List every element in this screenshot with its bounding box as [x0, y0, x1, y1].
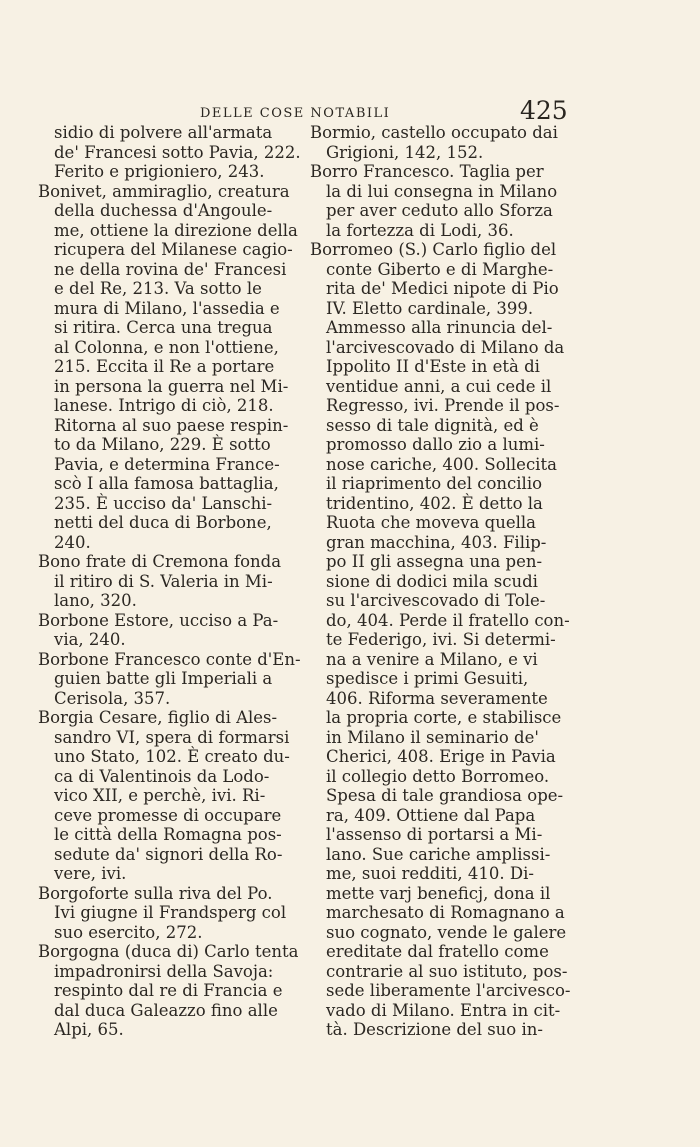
index-line: rita de' Medici nipote di Pio — [326, 279, 559, 298]
index-line: vico XII, e perchè, ivi. Ri- — [54, 786, 266, 805]
index-line: de' Francesi sotto Pavia, 222. — [54, 142, 301, 162]
index-line: Borgogna (duca di) Carlo tenta — [38, 942, 299, 961]
index-line: Ivi giugne il Frandsperg col — [54, 903, 287, 922]
index-line: 215. Eccita il Re a portare — [54, 357, 275, 376]
index-line: marchesato di Romagnano a — [326, 903, 565, 922]
index-line: ventidue anni, a cui cede il — [326, 376, 552, 396]
index-line: la fortezza di Lodi, 36. — [326, 220, 514, 240]
index-line: Ruota che moveva quella — [326, 513, 536, 532]
index-line: il riaprimento del concilio — [326, 474, 543, 493]
index-line: e del Re, 213. Va sotto le — [54, 279, 262, 298]
index-column-left — [38, 123, 300, 1040]
index-line: la propria corte, e stabilisce — [326, 708, 562, 727]
index-line: Bonivet, ammiraglio, creatura — [38, 181, 290, 201]
index-line: sandro VI, spera di formarsi — [54, 727, 290, 747]
index-line: mura di Milano, l'assedia e — [54, 298, 280, 318]
index-line: Ritorna al suo paese respin- — [54, 415, 289, 435]
index-line: Bono frate di Cremona fonda — [38, 552, 282, 571]
index-line: guien batte gli Imperiali a — [54, 669, 273, 688]
index-line: conte Giberto e di Marghe- — [326, 259, 554, 279]
index-line: contrarie al suo istituto, pos- — [326, 961, 568, 981]
index-line: Cerisola, 357. — [54, 688, 171, 708]
index-line: sedute da' signori della Ro- — [54, 844, 283, 864]
index-line: vado di Milano. Entra in cit- — [326, 1000, 561, 1020]
index-line: il ritiro di S. Valeria in Mi- — [54, 571, 273, 591]
index-line: per aver ceduto allo Sforza — [326, 201, 553, 220]
index-line: la di lui consegna in Milano — [326, 181, 558, 201]
index-line: gran macchina, 403. Filip- — [326, 532, 547, 552]
index-line: il collegio detto Borromeo. — [326, 766, 550, 786]
index-line: me, suoi redditi, 410. Di- — [326, 864, 534, 883]
index-line: in Milano il seminario de' — [326, 727, 539, 747]
index-line: netti del duca di Borbone, — [54, 513, 272, 532]
index-line: ceve promesse di occupare — [54, 805, 282, 825]
index-line: ne della rovina de' Francesi — [54, 259, 287, 279]
index-line: po II gli assegna una pen- — [326, 552, 543, 571]
index-line: tridentino, 402. È detto la — [326, 493, 543, 513]
index-line: na a venire a Milano, e vi — [326, 649, 538, 669]
index-line: Ferito e prigioniero, 243. — [54, 162, 265, 181]
index-line: to da Milano, 229. È sotto — [54, 435, 271, 454]
index-line: Spesa di tale grandiosa ope- — [326, 786, 564, 805]
index-line: l'assenso di portarsi a Mi- — [326, 825, 543, 844]
index-line: Cherici, 408. Erige in Pavia — [326, 747, 556, 766]
index-line: lanese. Intrigo di ciò, 218. — [54, 396, 274, 415]
index-line: suo cognato, vende le galere — [326, 922, 567, 942]
index-line: l'arcivescovado di Milano da — [326, 337, 565, 357]
page-number: 425 — [520, 96, 568, 125]
running-head: DELLE COSE NOTABILI — [200, 106, 391, 121]
index-line: Bormio, castello occupato dai — [310, 123, 558, 142]
index-line: respinto dal re di Francia e — [54, 981, 283, 1000]
index-line: Borgoforte sulla riva del Po. — [38, 883, 273, 903]
index-line: ca di Valentinois da Lodo- — [54, 766, 270, 786]
index-line: spedisce i primi Gesuiti, — [326, 669, 529, 688]
index-line: Grigioni, 142, 152. — [326, 142, 484, 162]
index-line: Borgia Cesare, figlio di Ales- — [38, 708, 278, 727]
index-line: lano, 320. — [54, 591, 137, 610]
index-line: Alpi, 65. — [54, 1020, 124, 1039]
index-line: vere, ivi. — [54, 864, 127, 883]
index-line: via, 240. — [54, 630, 126, 649]
index-line: 235. È ucciso da' Lanschi- — [54, 493, 273, 513]
index-column-right — [310, 123, 572, 1040]
index-line: Borro Francesco. Taglia per — [310, 162, 544, 181]
index-line: Borbone Francesco conte d'En- — [38, 649, 301, 669]
index-line: Borbone Estore, ucciso a Pa- — [38, 610, 279, 630]
index-line: tà. Descrizione del suo in- — [326, 1020, 543, 1039]
index-line: lano. Sue cariche amplissi- — [326, 844, 551, 864]
index-line: si ritira. Cerca una tregua — [54, 318, 273, 337]
index-line: impadronirsi della Savoja: — [54, 961, 274, 981]
index-line: mette varj beneficj, dona il — [326, 883, 551, 903]
index-line: in persona la guerra nel Mi- — [54, 376, 289, 396]
index-line: sede liberamente l'arcivesco- — [326, 981, 571, 1000]
index-line: Regresso, ivi. Prende il pos- — [326, 396, 560, 415]
index-line: sidio di polvere all'armata — [54, 123, 273, 142]
index-line: te Federigo, ivi. Si determi- — [326, 630, 556, 649]
index-line: suo esercito, 272. — [54, 922, 203, 942]
index-line: do, 404. Perde il fratello con- — [326, 610, 570, 630]
index-line: IV. Eletto cardinale, 399. — [326, 298, 534, 318]
index-line: scò I alla famosa battaglia, — [54, 474, 279, 493]
index-line: nose cariche, 400. Sollecita — [326, 454, 557, 474]
index-line: sesso di tale dignità, ed è — [326, 415, 539, 435]
index-line: della duchessa d'Angoule- — [54, 201, 273, 220]
index-line: al Colonna, e non l'ottiene, — [54, 337, 279, 357]
index-line: 406. Riforma severamente — [326, 688, 548, 708]
index-line: ereditate dal fratello come — [326, 942, 549, 961]
index-line: uno Stato, 102. È creato du- — [54, 747, 290, 766]
index-line: dal duca Galeazzo fino alle — [54, 1000, 278, 1020]
index-line: Pavia, e determina France- — [54, 454, 280, 474]
index-line: Ammesso alla rinuncia del- — [326, 318, 553, 337]
index-line: 240. — [54, 532, 91, 552]
index-line: Borromeo (S.) Carlo figlio del — [310, 240, 557, 259]
index-line: ricupera del Milanese cagio- — [54, 240, 293, 259]
index-line: sione di dodici mila scudi — [326, 571, 538, 591]
index-line: le città della Romagna pos- — [54, 825, 282, 844]
index-line: su l'arcivescovado di Tole- — [326, 591, 546, 610]
index-line: promosso dallo zio a lumi- — [326, 435, 545, 454]
index-line: me, ottiene la direzione della — [54, 220, 298, 240]
index-line: ra, 409. Ottiene dal Papa — [326, 805, 536, 825]
index-line: Ippolito II d'Este in età di — [326, 357, 540, 376]
